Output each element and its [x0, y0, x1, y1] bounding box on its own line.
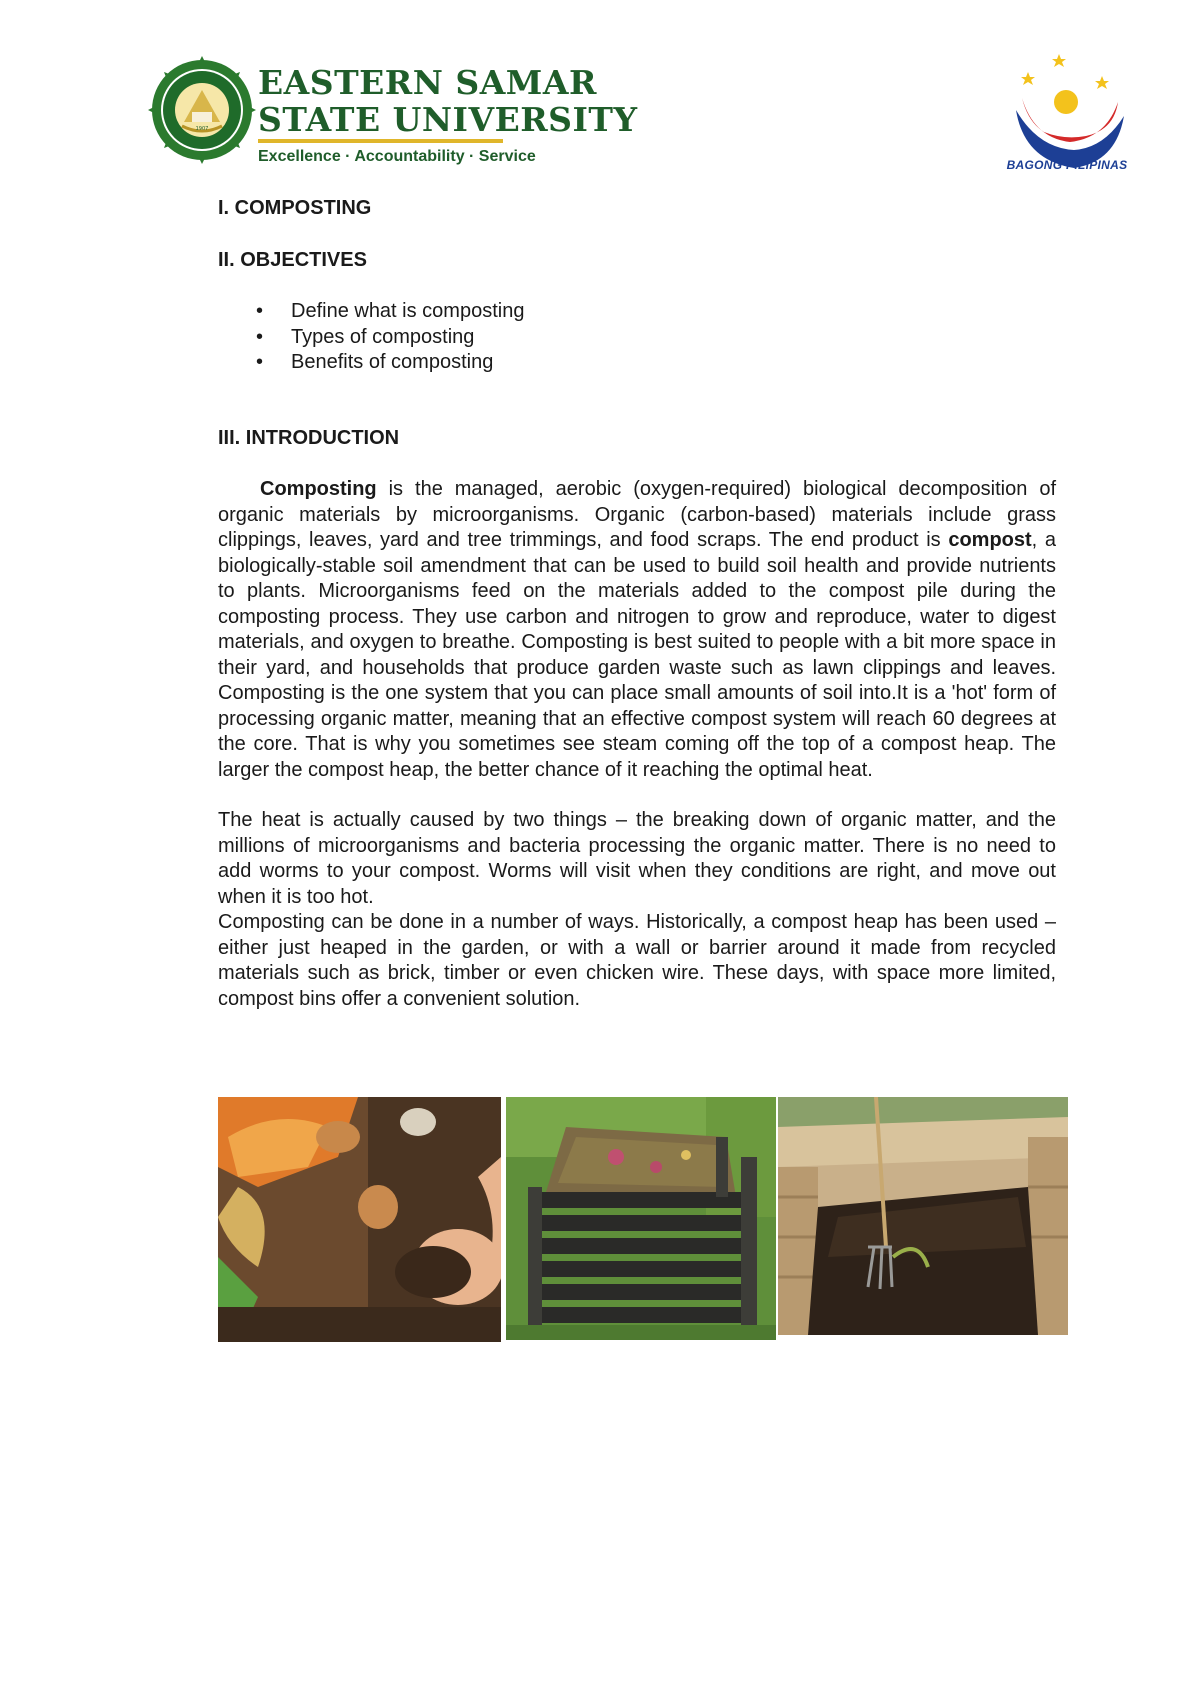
objectives-heading: II. OBJECTIVES [218, 248, 367, 271]
introduction-heading: III. INTRODUCTION [218, 426, 400, 449]
compost-box-pitchfork-photo [778, 1097, 1068, 1335]
section-title: I. COMPOSTING [218, 197, 372, 219]
food-scraps-image [218, 1097, 501, 1342]
objective-text: Types of composting [291, 325, 475, 348]
bagong-pilipinas-logo [1004, 50, 1134, 174]
intro-text-1b: , a biologically-stable soil amendment that can be used to build soil health and provide nutrients to plants. Microorganisms feed on the materials added to the compost pile during the composting process. They use carbon and nitrogen to grow and reproduce, water to digest materials, and oxygen to breathe. Composting is best suited to people with a bit more space in their yard, and households that produce garden waste such as lawn clippings and leaves. Composting is the one system that you can place small amounts of soil into.It is a 'hot' form of processing organic matter, meaning that an effective compost system will reach 60 degrees at the core. That is why you sometimes see steam coming off the top of a compost heap. The larger the compost heap, the better chance of it reaching the optimal heat. [218, 529, 1056, 781]
list-item [218, 299, 1056, 325]
document-body [218, 196, 1056, 1012]
intro-paragraph-2: The heat is actually caused by two things – the breaking down of organic matter, and the millions of microorganisms and bacteria processing the organic matter. There is no need to add worms to your compost. Worms will visit when they conditions are right, and move out when it is too hot. [218, 809, 1056, 908]
bullet-icon: • [256, 325, 264, 348]
compost-hands-photo [218, 1097, 501, 1342]
bagong-pilipinas-icon [1004, 50, 1134, 174]
university-name-block [258, 63, 638, 166]
svg-text:1907: 1907 [195, 126, 209, 132]
university-seal-logo [148, 56, 256, 164]
bagong-pilipinas-label: BAGONG PILIPINAS [1006, 158, 1128, 172]
pitchfork-compost-image [778, 1097, 1068, 1335]
gold-divider [258, 139, 503, 143]
bullet-icon: • [256, 300, 264, 322]
intro-text-1a: is the managed, aerobic (oxygen-required) biological decomposition of organic materials by microorganisms. Organic (carbon-based) materials include grass clippings, leaves, yard and tree trimmings, and food scraps. The end product is [218, 478, 1056, 551]
list-item [218, 350, 1056, 376]
bullet-icon: • [256, 351, 264, 373]
objective-text: Benefits of composting [291, 351, 494, 373]
compost-bin-photo [506, 1097, 776, 1340]
university-name-line2: STATE UNIVERSITY [258, 100, 638, 139]
term-composting: Composting [260, 478, 377, 500]
intro-paragraph-1 [218, 477, 1056, 783]
wooden-bin-image [506, 1097, 776, 1340]
term-compost: compost [948, 529, 1032, 551]
objective-text: Define what is composting [291, 300, 525, 322]
university-motto: Excellence · Accountability · Service [258, 148, 536, 165]
intro-paragraph-3: Composting can be done in a number of ways. Historically, a compost heap has been used – either just heaped in the garden, or with a wall or barrier around it made from recycled materials such as brick, timber or even chicken wire. These days, with space more limited, compost bins offer a convenient solution. [218, 911, 1056, 1010]
objectives-list [218, 299, 1056, 376]
seal-icon [148, 56, 256, 164]
university-name-line1: EASTERN SAMAR [258, 63, 597, 102]
list-item [218, 325, 1056, 351]
